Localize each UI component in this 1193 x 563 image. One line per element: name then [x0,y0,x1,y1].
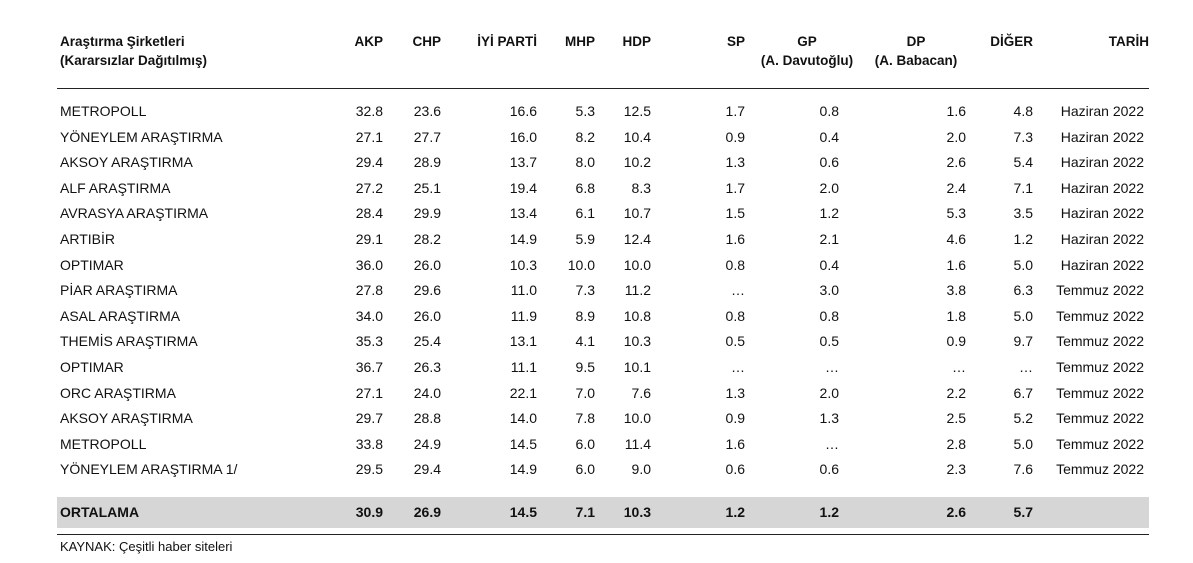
cell-diger: 5.4 [1013,154,1033,171]
cell-tarih: Haziran 2022 [1060,103,1144,119]
cell-akp: 29.4 [355,154,383,171]
cell-dp: 2.4 [946,179,966,196]
cell-company-name: ALF ARAŞTIRMA [60,179,171,196]
cell-akp: 29.1 [355,230,383,247]
cell-sp: 1.6 [725,435,745,452]
cell-diger: 3.5 [1013,205,1033,222]
cell-diger: … [1019,358,1033,375]
cell-chp: 26.9 [413,503,441,520]
cell-company-name: THEMİS ARAŞTIRMA [60,333,198,350]
cell-dp: 0.9 [946,333,966,350]
cell-dp: 2.6 [946,503,966,520]
cell-dp: 5.3 [946,205,966,222]
table-row [57,99,1149,125]
cell-diger: 5.0 [1013,307,1033,324]
cell-akp: 36.0 [355,256,383,273]
cell-gp: 2.1 [819,230,839,247]
cell-mhp: 6.8 [575,179,595,196]
cell-gp: 1.2 [819,503,839,520]
cell-akp: 27.1 [355,128,383,145]
cell-mhp: 7.0 [575,384,595,401]
cell-sp: 0.8 [725,307,745,324]
cell-hdp: 10.0 [623,410,651,427]
cell-hdp: 12.4 [623,230,651,247]
table-row [57,278,1149,304]
cell-hdp: 10.8 [623,307,651,324]
cell-hdp: 7.6 [631,384,651,401]
cell-mhp: 6.0 [575,461,595,478]
cell-iyi-parti: 11.9 [510,307,537,324]
cell-chp: 24.0 [413,384,441,401]
cell-hdp: 10.3 [623,333,651,350]
cell-mhp: 5.3 [575,103,595,119]
header-company-line2: (Kararsızlar Dağıtılmış) [60,53,208,68]
cell-company-name: AKSOY ARAŞTIRMA [60,154,193,171]
cell-tarih: Temmuz 2022 [1056,282,1144,299]
cell-hdp: 8.3 [631,179,651,196]
cell-dp: 2.2 [946,384,966,401]
cell-diger: 5.0 [1013,256,1033,273]
cell-sp: 0.6 [725,461,745,478]
cell-iyi-parti: 16.0 [509,128,537,145]
cell-company-name: METROPOLL [60,435,147,452]
cell-hdp: 10.7 [623,205,651,222]
cell-dp: 1.6 [946,103,966,119]
cell-akp: 32.8 [355,103,383,119]
cell-dp: 2.0 [946,128,966,145]
cell-dp: 2.5 [946,410,966,427]
table-body [57,99,1149,483]
cell-chp: 28.8 [413,410,441,427]
poll-table [57,32,1149,535]
header-gp [752,32,862,70]
cell-dp: 2.3 [946,461,966,478]
cell-tarih: Haziran 2022 [1060,154,1144,171]
average-row [57,497,1149,528]
cell-gp: 0.6 [819,461,839,478]
cell-gp: 3.0 [819,282,839,299]
bottom-rule [57,534,1149,535]
cell-iyi-parti: 14.5 [509,503,537,520]
cell-sp: 0.9 [725,410,745,427]
cell-sp: 1.7 [725,103,745,119]
cell-dp: 2.6 [946,154,966,171]
cell-mhp: 6.1 [575,205,595,222]
cell-chp: 28.2 [413,230,441,247]
cell-gp: … [825,358,839,375]
cell-dp: 2.8 [946,435,966,452]
cell-company-name: ORC ARAŞTIRMA [60,384,176,401]
cell-gp: 2.0 [819,384,839,401]
cell-hdp: 10.3 [623,503,651,520]
header-company [60,32,207,70]
cell-sp: 1.7 [725,179,745,196]
header-sp: SP [726,34,745,49]
cell-gp: 2.0 [819,179,839,196]
cell-mhp: 8.0 [575,154,595,171]
cell-dp: 4.6 [946,230,966,247]
cell-gp: 0.8 [819,307,839,324]
cell-sp: 0.9 [725,128,745,145]
header-mhp: MHP [565,34,595,49]
cell-gp: 0.8 [819,103,839,119]
table-row [57,125,1149,151]
cell-iyi-parti: 14.0 [509,410,537,427]
cell-iyi-parti: 11.0 [510,282,537,299]
cell-mhp: 8.2 [575,128,595,145]
cell-diger: 7.6 [1013,461,1033,478]
cell-gp: … [825,435,839,452]
cell-dp: 1.8 [946,307,966,324]
cell-akp: 36.7 [355,358,383,375]
cell-diger: 5.7 [1013,503,1033,520]
cell-company-name: OPTIMAR [60,256,124,273]
table-row [57,304,1149,330]
cell-tarih: Haziran 2022 [1060,230,1144,247]
cell-company-name: OPTIMAR [60,358,124,375]
table-row [57,176,1149,202]
cell-chp: 26.3 [413,358,441,375]
cell-akp: 27.8 [355,282,383,299]
cell-tarih: Temmuz 2022 [1056,307,1144,324]
source-note: KAYNAK: Çeşitli haber siteleri [60,539,233,554]
cell-diger: 1.2 [1013,230,1033,247]
cell-dp: 1.6 [946,256,966,273]
table-row [57,201,1149,227]
cell-akp: 27.2 [355,179,383,196]
cell-sp: 0.5 [725,333,745,350]
cell-diger: 6.7 [1013,384,1033,401]
cell-tarih: Temmuz 2022 [1056,358,1144,375]
cell-hdp: 10.1 [623,358,651,375]
cell-company-name: PİAR ARAŞTIRMA [60,282,178,299]
table-row [57,355,1149,381]
cell-mhp: 7.3 [575,282,595,299]
cell-mhp: 5.9 [575,230,595,247]
cell-sp: 1.6 [725,230,745,247]
cell-diger: 5.2 [1013,410,1033,427]
cell-mhp: 8.9 [575,307,595,324]
header-tarih: TARİH [1108,34,1149,49]
cell-company-name: ORTALAMA [60,503,140,520]
cell-chp: 29.9 [413,205,441,222]
cell-akp: 33.8 [355,435,383,452]
cell-chp: 25.4 [413,333,441,350]
cell-gp: 1.2 [819,205,839,222]
cell-iyi-parti: 14.9 [509,230,537,247]
cell-iyi-parti: 22.1 [509,384,537,401]
cell-akp: 30.9 [355,503,383,520]
cell-dp: 3.8 [946,282,966,299]
cell-chp: 29.4 [413,461,441,478]
cell-iyi-parti: 10.3 [509,256,537,273]
cell-gp: 0.5 [819,333,839,350]
table-row [57,150,1149,176]
table-row [57,406,1149,432]
cell-tarih: Haziran 2022 [1060,128,1144,145]
header-dp-line1: DP [906,34,926,49]
cell-tarih: Temmuz 2022 [1056,384,1144,401]
cell-diger: 5.0 [1013,435,1033,452]
cell-iyi-parti: 19.4 [509,179,537,196]
table-row [57,227,1149,253]
cell-akp: 29.5 [355,461,383,478]
cell-tarih: Temmuz 2022 [1056,461,1144,478]
cell-tarih: Temmuz 2022 [1056,333,1144,350]
cell-mhp: 7.8 [575,410,595,427]
header-dp [866,32,966,70]
cell-company-name: METROPOLL [60,103,147,119]
header-gp-line1: GP [797,34,817,49]
cell-akp: 27.1 [355,384,383,401]
cell-company-name: AVRASYA ARAŞTIRMA [60,205,209,222]
cell-chp: 29.6 [413,282,441,299]
cell-iyi-parti: 16.6 [509,103,537,119]
table-row [57,253,1149,279]
table-row [57,329,1149,355]
cell-sp: 1.2 [725,503,745,520]
cell-sp: … [731,358,745,375]
cell-chp: 23.6 [413,103,441,119]
cell-gp: 0.4 [819,128,839,145]
cell-chp: 26.0 [413,256,441,273]
cell-diger: 4.8 [1013,103,1033,119]
cell-mhp: 9.5 [575,358,595,375]
cell-chp: 26.0 [413,307,441,324]
table-header [57,32,1149,89]
cell-hdp: 10.4 [623,128,651,145]
cell-chp: 27.7 [413,128,441,145]
cell-akp: 35.3 [355,333,383,350]
header-iyi: İYİ PARTİ [477,34,537,49]
cell-diger: 6.3 [1013,282,1033,299]
cell-company-name: AKSOY ARAŞTIRMA [60,410,193,427]
cell-tarih: Haziran 2022 [1060,256,1144,273]
cell-mhp: 7.1 [575,503,595,520]
header-gp-line2: (A. Davutoğlu) [760,53,854,68]
cell-iyi-parti: 14.9 [509,461,537,478]
cell-mhp: 6.0 [575,435,595,452]
header-diger: DİĞER [990,34,1033,49]
cell-company-name: YÖNEYLEM ARAŞTIRMA 1/ [60,461,238,478]
cell-chp: 24.9 [413,435,441,452]
cell-mhp: 4.1 [575,333,595,350]
cell-iyi-parti: 11.1 [510,358,537,375]
cell-company-name: ASAL ARAŞTIRMA [60,307,181,324]
cell-diger: 7.3 [1013,128,1033,145]
cell-company-name: ARTIBİR [60,230,115,247]
cell-sp: 1.3 [725,384,745,401]
cell-akp: 29.7 [355,410,383,427]
cell-chp: 25.1 [413,179,441,196]
header-hdp: HDP [622,34,651,49]
cell-diger: 9.7 [1013,333,1033,350]
cell-diger: 7.1 [1013,179,1033,196]
cell-hdp: 12.5 [623,103,651,119]
cell-sp: 0.8 [725,256,745,273]
header-dp-line2: (A. Babacan) [874,53,958,68]
cell-hdp: 9.0 [631,461,651,478]
cell-hdp: 11.4 [624,435,651,452]
cell-hdp: 11.2 [624,282,651,299]
cell-gp: 0.6 [819,154,839,171]
header-company-line1: Araştırma Şirketleri [60,34,185,49]
cell-chp: 28.9 [413,154,441,171]
cell-gp: 0.4 [819,256,839,273]
cell-tarih: Temmuz 2022 [1056,410,1144,427]
cell-iyi-parti: 13.7 [509,154,537,171]
cell-iyi-parti: 13.4 [509,205,537,222]
cell-mhp: 10.0 [567,256,595,273]
cell-iyi-parti: 14.5 [509,435,537,452]
cell-gp: 1.3 [819,410,839,427]
cell-dp: … [952,358,966,375]
cell-tarih: Haziran 2022 [1060,205,1144,222]
cell-sp: 1.3 [725,154,745,171]
cell-hdp: 10.2 [623,154,651,171]
table-row [57,381,1149,407]
cell-iyi-parti: 13.1 [509,333,537,350]
header-akp: AKP [354,34,383,49]
cell-akp: 34.0 [355,307,383,324]
cell-tarih: Haziran 2022 [1060,179,1144,196]
header-chp: CHP [412,34,441,49]
table-row [57,457,1149,483]
cell-hdp: 10.0 [623,256,651,273]
table-row [57,432,1149,458]
cell-sp: … [731,282,745,299]
cell-tarih: Temmuz 2022 [1056,435,1144,452]
cell-company-name: YÖNEYLEM ARAŞTIRMA [60,128,223,145]
cell-sp: 1.5 [725,205,745,222]
cell-akp: 28.4 [355,205,383,222]
